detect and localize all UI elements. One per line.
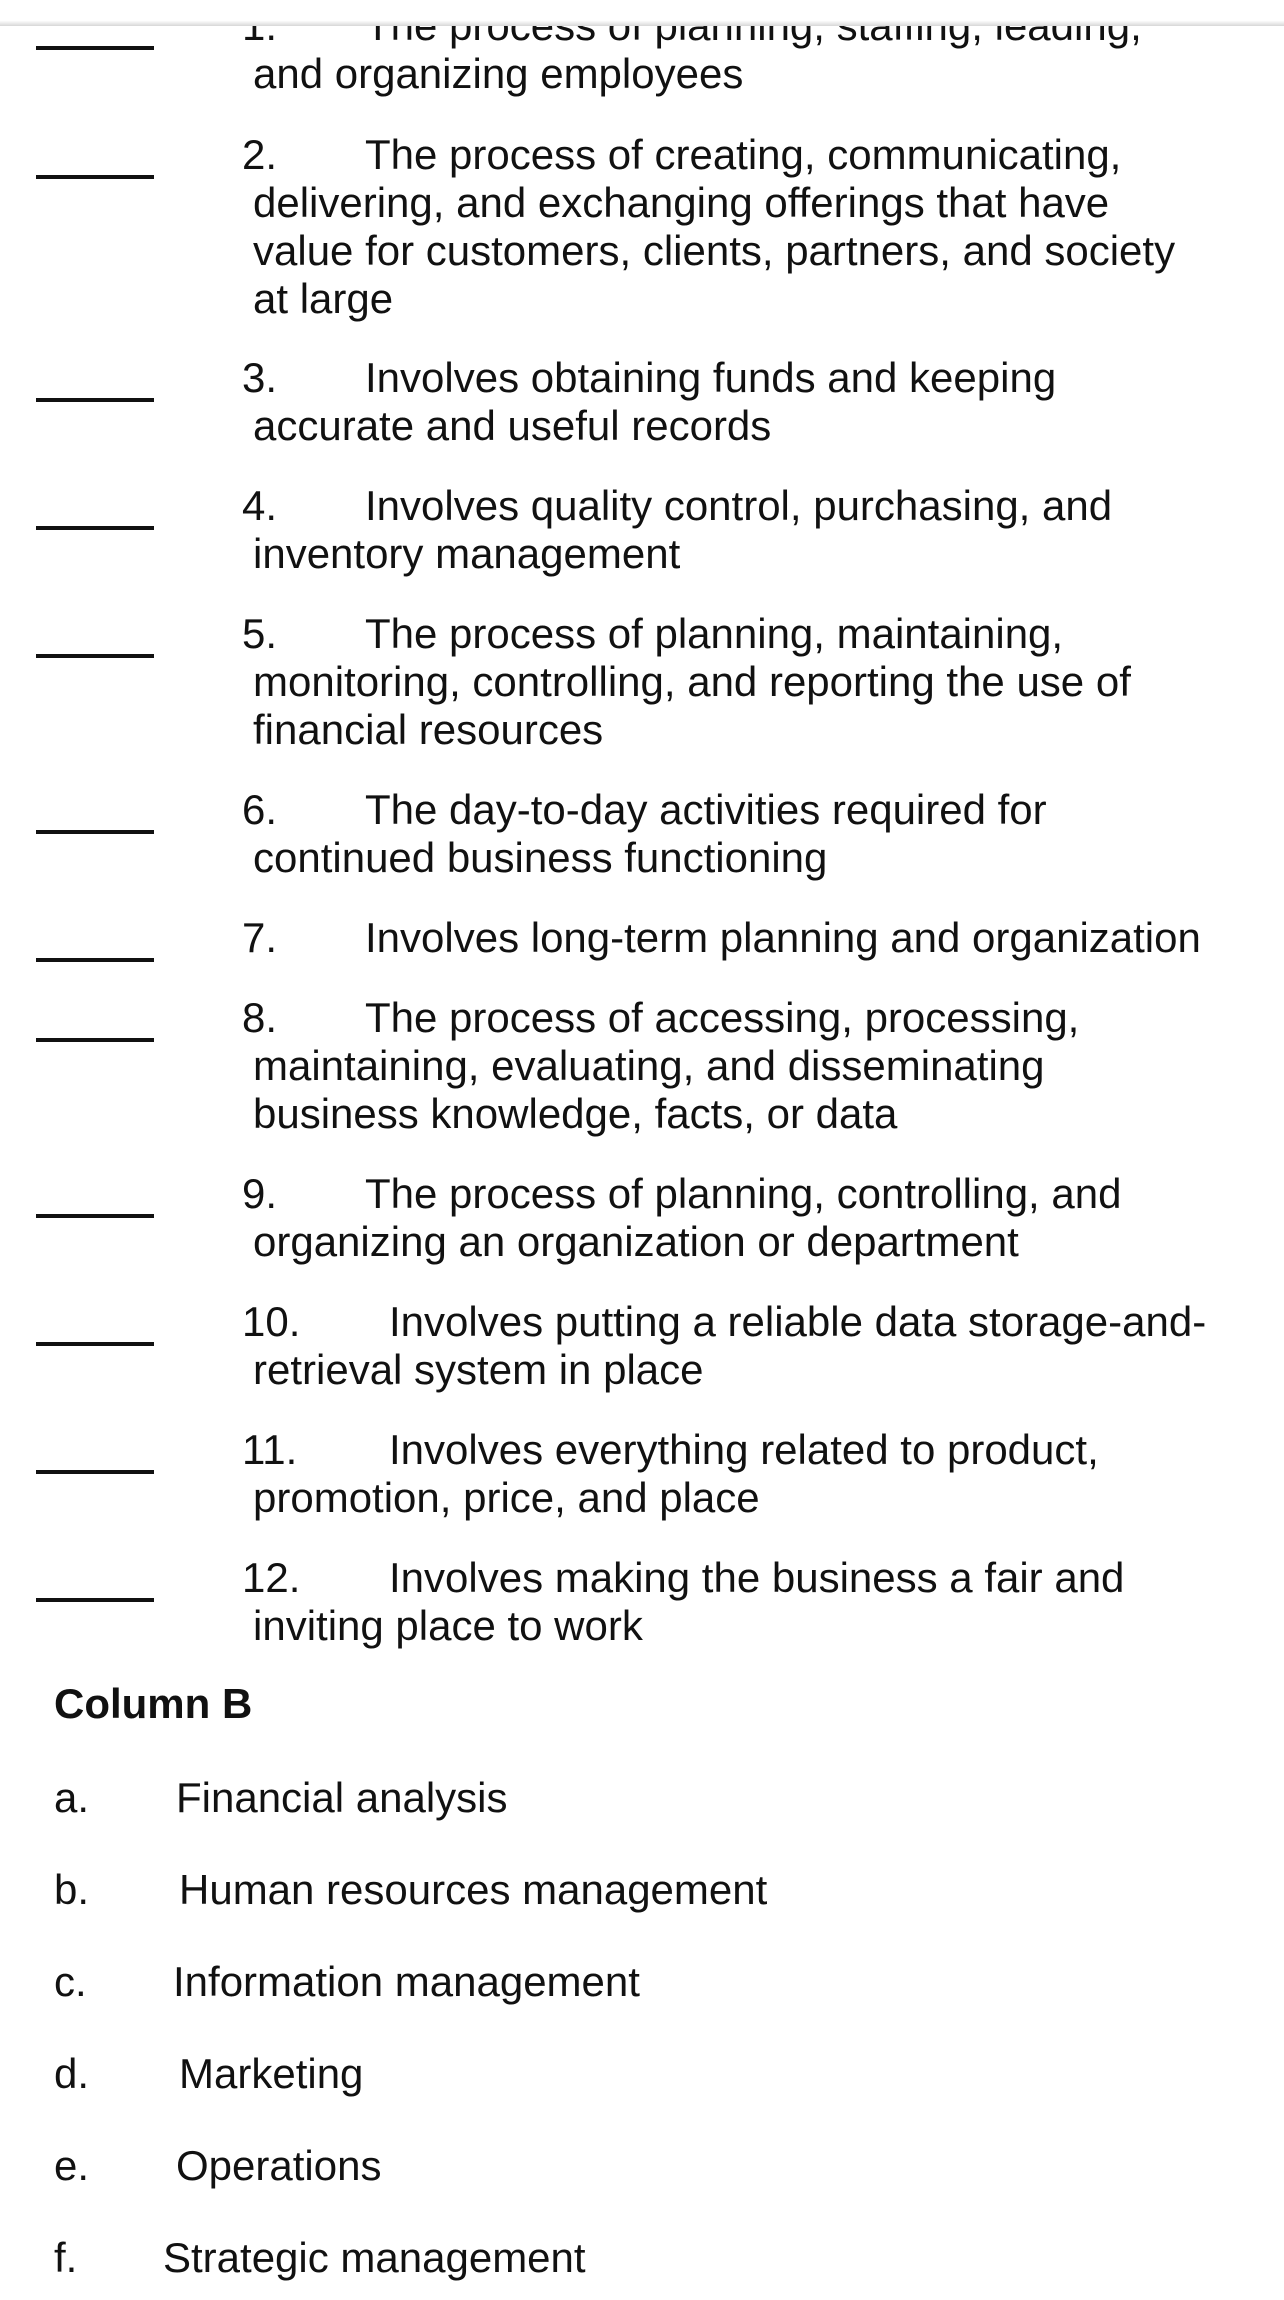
item-text-line: The day-to-day activities required for [365,786,1047,833]
item-text-line: business knowledge, facts, or data [253,1090,898,1137]
item-number: 3. [242,354,278,401]
item-text-line: accurate and useful records [253,402,772,449]
option-text: Marketing [179,2050,364,2097]
answer-blank[interactable] [36,175,154,179]
item-text-line: The process of planning, controlling, and [365,1170,1122,1217]
answer-blank[interactable] [36,398,154,402]
answer-blank[interactable] [36,1214,154,1218]
item-text-line: maintaining, evaluating, and disseminating [253,1042,1045,1089]
item-number: 11. [242,1426,298,1473]
option-text: Strategic management [163,2234,586,2281]
item-text-line: Involves everything related to product, [389,1426,1099,1473]
item-text-line: Involves putting a reliable data storage-and- [389,1298,1207,1345]
option-letter: b. [54,1866,90,1913]
item-text-line: inviting place to work [253,1602,643,1649]
option-text: Financial analysis [176,1774,508,1821]
answer-blank[interactable] [36,1038,154,1042]
option-letter: d. [54,2050,90,2097]
item-text-line: The process of creating, communicating, [365,131,1122,178]
answer-blank[interactable] [36,46,154,50]
item-text-line: at large [253,275,394,322]
answer-blank[interactable] [36,830,154,834]
column-b-heading: Column B [54,1680,253,1727]
item-text-line: organizing an organization or department [253,1218,1019,1265]
item-text-line: and organizing employees [253,50,744,97]
answer-blank[interactable] [36,526,154,530]
item-text-line: The process of accessing, processing, [365,994,1080,1041]
answer-blank[interactable] [36,1342,154,1346]
item-text-line: promotion, price, and place [253,1474,760,1521]
item-number: 12. [242,1554,301,1601]
item-number: 6. [242,786,278,833]
option-letter: e. [54,2142,90,2189]
item-text-line: Involves making the business a fair and [389,1554,1125,1601]
item-text-line: monitoring, controlling, and reporting the use of [253,658,1131,705]
answer-blank[interactable] [36,1470,154,1474]
item-text-line: Involves long-term planning and organization [365,914,1201,961]
option-text: Operations [176,2142,382,2189]
item-text-line: continued business functioning [253,834,828,881]
option-text: Human resources management [179,1866,768,1913]
option-text: Information management [173,1958,640,2005]
item-text-line: delivering, and exchanging offerings that have [253,179,1110,226]
item-number: 2. [242,131,278,178]
option-letter: a. [54,1774,90,1821]
item-text-line: retrieval system in place [253,1346,704,1393]
top-edge-shadow [0,0,1284,26]
item-text-line: inventory management [253,530,681,577]
item-number: 7. [242,914,278,961]
option-letter: f. [54,2234,78,2281]
item-number: 9. [242,1170,278,1217]
answer-blank[interactable] [36,958,154,962]
item-text-line: The process of planning, maintaining, [365,610,1064,657]
item-number: 10. [242,1298,301,1345]
item-number: 8. [242,994,278,1041]
answer-blank[interactable] [36,1598,154,1602]
item-text-line: Involves obtaining funds and keeping [365,354,1057,401]
item-text-line: value for customers, clients, partners, and society [253,227,1176,274]
item-number: 5. [242,610,278,657]
item-text-line: Involves quality control, purchasing, and [365,482,1113,529]
item-number: 4. [242,482,278,529]
item-text-line: financial resources [253,706,604,753]
option-letter: c. [54,1958,87,2005]
answer-blank[interactable] [36,654,154,658]
